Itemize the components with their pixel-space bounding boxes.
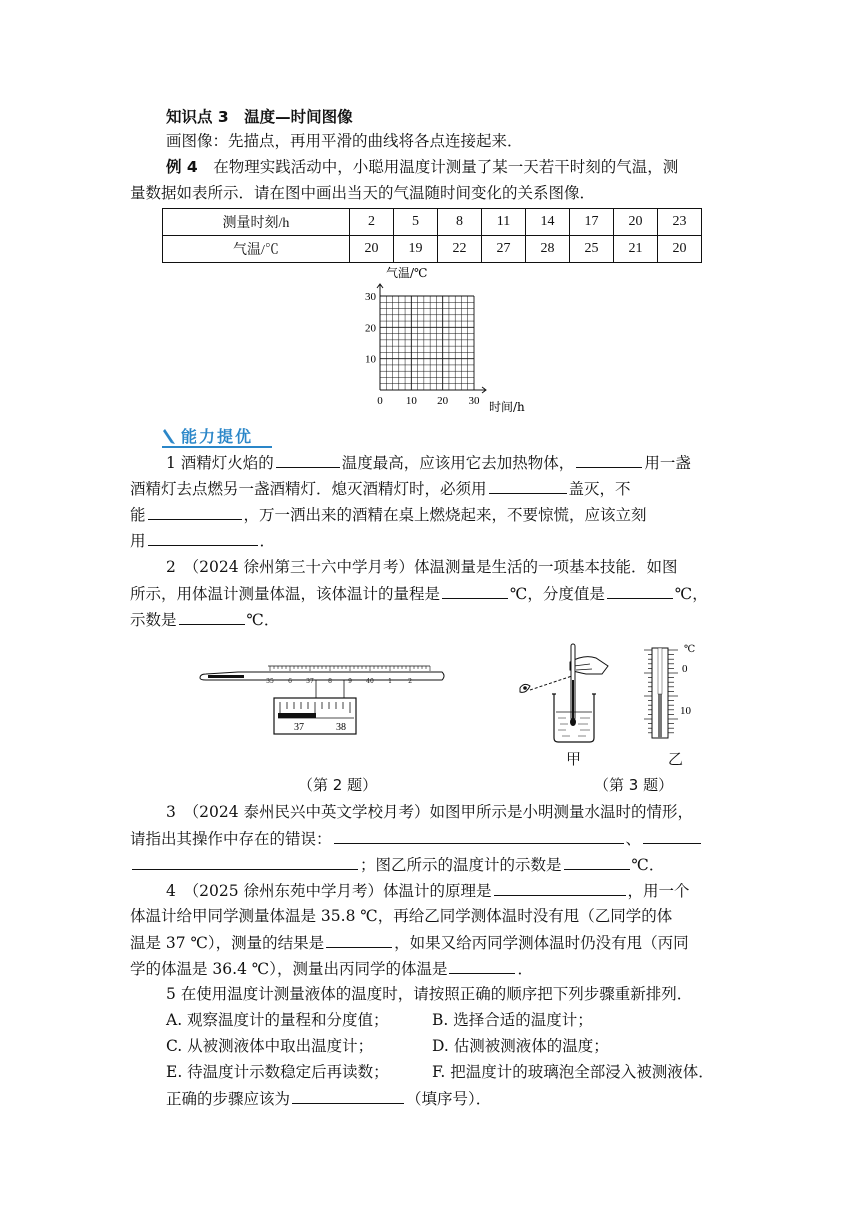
example-4-text: 在物理实践活动中，小聪用温度计测量了某一天若干时刻的气温，测 xyxy=(197,158,679,176)
step-option-b: B. 选择合适的温度计； xyxy=(432,1011,593,1029)
question-4-line3 xyxy=(130,931,689,954)
table-cell: 21 xyxy=(614,236,658,263)
answer-blank[interactable] xyxy=(449,957,515,974)
table-row xyxy=(163,209,702,236)
answer-blank[interactable] xyxy=(334,827,624,844)
example-label: 例 4 xyxy=(166,158,198,176)
q2-text: 所示，用体温计测量体温，该体温计的量程是 xyxy=(130,585,441,603)
answer-blank[interactable] xyxy=(607,582,673,599)
table-cell: 22 xyxy=(438,236,482,263)
question-2-line3 xyxy=(130,608,279,631)
x-tick-label: 20 xyxy=(437,395,449,407)
answer-blank[interactable] xyxy=(132,853,358,870)
q2-text: 示数是 xyxy=(130,611,177,629)
table-cell: 11 xyxy=(482,209,526,236)
thermometer-scale-figure xyxy=(640,640,700,740)
axes-arrows xyxy=(377,284,486,393)
q4-text: ． xyxy=(517,960,533,978)
step-option-e: E. 待温度计示数稳定后再读数； xyxy=(166,1063,389,1081)
scale-number: 6 xyxy=(288,678,292,685)
question-4-line1 xyxy=(166,879,690,902)
question-4-line2: 体温计给甲同学测量体温是 35.8 ℃，再给乙同学测体温时没有甩（乙同学的体 xyxy=(130,907,673,925)
table-cell: 27 xyxy=(482,236,526,263)
table-cell: 8 xyxy=(438,209,482,236)
x-axis-label: 时间/h xyxy=(489,400,525,414)
answer-blank[interactable] xyxy=(489,477,567,494)
q3-text: 、 xyxy=(625,830,642,848)
q4-text: ，用一个 xyxy=(627,882,690,900)
graph-method-text: 画图像：先描点，再用平滑的曲线将各点连接起来． xyxy=(166,132,523,150)
question-3-line3 xyxy=(130,853,664,876)
example-4-line1 xyxy=(166,156,678,178)
magnified-label-right: 38 xyxy=(336,722,346,733)
q1-text: 用 xyxy=(130,532,146,550)
answer-blank[interactable] xyxy=(326,931,392,948)
x-tick-label: 0 xyxy=(377,395,383,407)
y-tick-label: 30 xyxy=(365,291,376,303)
step-option-f: F. 把温度计的玻璃泡全部浸入被测液体． xyxy=(432,1063,714,1081)
question-3-line1: 3 （2024 泰州民兴中英文学校月考）如图甲所示是小明测量水温时的情形， xyxy=(166,803,693,821)
q1-text: 用一盏 xyxy=(644,454,691,472)
table-cell: 17 xyxy=(570,209,614,236)
q4-text: 4 （2025 徐州东苑中学月考）体温计的原理是 xyxy=(166,882,492,900)
q3-text: 请指出其操作中存在的错误： xyxy=(130,830,332,848)
x-tick-label: 30 xyxy=(468,395,480,407)
q1-text: 温度最高，应该用它去加热物体， xyxy=(341,454,575,472)
table-cell: 2 xyxy=(350,209,394,236)
x-tick-label: 10 xyxy=(405,395,417,407)
y-tick-label: 10 xyxy=(365,353,376,366)
step-option-c: C. 从被测液体中取出温度计； xyxy=(166,1037,374,1055)
answer-blank[interactable] xyxy=(564,853,630,870)
question-3-line2 xyxy=(130,827,703,850)
scale-number: 1 xyxy=(388,678,392,685)
question-2-line1: 2 （2024 徐州第三十六中学月考）体温测量是生活的一项基本技能．如图 xyxy=(166,558,678,576)
table-cell: 19 xyxy=(394,236,438,263)
table-cell: 25 xyxy=(570,236,614,263)
beaker-thermometer-figure xyxy=(510,640,630,750)
temperature-table xyxy=(162,208,702,263)
question-1-line3 xyxy=(130,503,647,526)
q1-text: ． xyxy=(259,532,276,550)
q5-text: （填序号）． xyxy=(406,1090,492,1108)
question-1-line2 xyxy=(130,477,631,500)
q4-text: 温是 37 ℃），测量的结果是 xyxy=(130,934,325,952)
q5-text: 正确的步骤应该为 xyxy=(166,1090,291,1108)
table-cell: 20 xyxy=(658,236,702,263)
q1-text: 能 xyxy=(130,506,146,524)
table-cell: 14 xyxy=(526,209,570,236)
table-cell: 23 xyxy=(658,209,702,236)
answer-blank[interactable] xyxy=(576,451,642,468)
answer-blank[interactable] xyxy=(442,582,508,599)
section-header xyxy=(162,424,253,447)
q1-text: 酒精灯去点燃另一盏酒精灯．熄灭酒精灯时，必须用 xyxy=(130,480,487,498)
table-cell: 5 xyxy=(394,209,438,236)
figure-3-label-yi: 乙 xyxy=(668,750,684,768)
clinical-thermometer-figure xyxy=(198,660,448,740)
figure-3-caption: （第 3 题） xyxy=(594,776,674,794)
question-1-line4 xyxy=(130,529,275,552)
q2-text: ℃． xyxy=(246,611,280,629)
temperature-time-grid-chart xyxy=(356,262,536,416)
scale-number: 40 xyxy=(366,678,374,685)
q1-text: 1 酒精灯火焰的 xyxy=(166,454,274,472)
example-4-line2: 量数据如表所示．请在图中画出当天的气温随时间变化的关系图像． xyxy=(130,184,596,202)
q4-text: 学的体温是 36.4 ℃），测量出丙同学的体温是 xyxy=(130,960,448,978)
answer-blank[interactable] xyxy=(148,503,242,520)
step-option-d: D. 估测被测液体的温度； xyxy=(432,1037,609,1055)
answer-blank[interactable] xyxy=(643,827,701,844)
y-axis-label: 气温/℃ xyxy=(386,266,428,280)
figure-2-caption: （第 2 题） xyxy=(298,776,378,794)
pen-icon xyxy=(162,427,178,445)
unit-label: ℃ xyxy=(684,644,696,655)
answer-blank[interactable] xyxy=(276,451,340,468)
magnified-label-left: 37 xyxy=(294,722,304,733)
scale-number: 9 xyxy=(348,678,352,685)
table-header-time: 测量时刻/h xyxy=(163,209,350,236)
q1-text: ，万一洒出来的酒精在桌上燃烧起来，不要惊慌，应该立刻 xyxy=(243,506,647,524)
scale-label-0: 0 xyxy=(682,663,688,675)
question-5-stem: 5 在使用温度计测量液体的温度时，请按照正确的顺序把下列步骤重新排列． xyxy=(166,985,693,1003)
question-1-line1 xyxy=(166,451,691,474)
table-cell: 20 xyxy=(614,209,658,236)
q3-text: ；图乙所示的温度计的示数是 xyxy=(360,856,562,874)
q1-text: 盖灭，不 xyxy=(568,480,631,498)
q4-text: ，如果又给丙同学测体温时仍没有甩（丙同 xyxy=(394,934,689,952)
step-option-a: A. 观察温度计的量程和分度值； xyxy=(166,1011,389,1029)
table-cell: 28 xyxy=(526,236,570,263)
scale-number: 37 xyxy=(306,678,314,685)
answer-blank[interactable] xyxy=(179,608,245,625)
answer-blank[interactable] xyxy=(148,529,258,546)
q2-text: ℃，分度值是 xyxy=(510,585,605,603)
table-cell: 20 xyxy=(350,236,394,263)
table-row xyxy=(163,236,702,263)
q3-text: ℃． xyxy=(631,856,665,874)
knowledge-point-title: 知识点 3 温度—时间图像 xyxy=(166,108,353,126)
table-header-temp: 气温/℃ xyxy=(163,236,350,263)
question-5-answer xyxy=(166,1087,491,1110)
y-tick-label: 20 xyxy=(365,322,376,335)
question-4-line4 xyxy=(130,957,533,980)
q2-text: ℃， xyxy=(674,585,708,603)
scale-number: 2 xyxy=(408,678,412,685)
scale-number: 35 xyxy=(266,678,274,685)
scale-number: 8 xyxy=(328,678,332,685)
figure-3-label-jia: 甲 xyxy=(566,750,582,768)
answer-blank[interactable] xyxy=(292,1087,404,1104)
scale-label-10: 10 xyxy=(680,705,691,717)
section-title: 能力提优 xyxy=(181,427,254,446)
question-2-line2 xyxy=(130,582,708,605)
answer-blank[interactable] xyxy=(494,879,626,896)
